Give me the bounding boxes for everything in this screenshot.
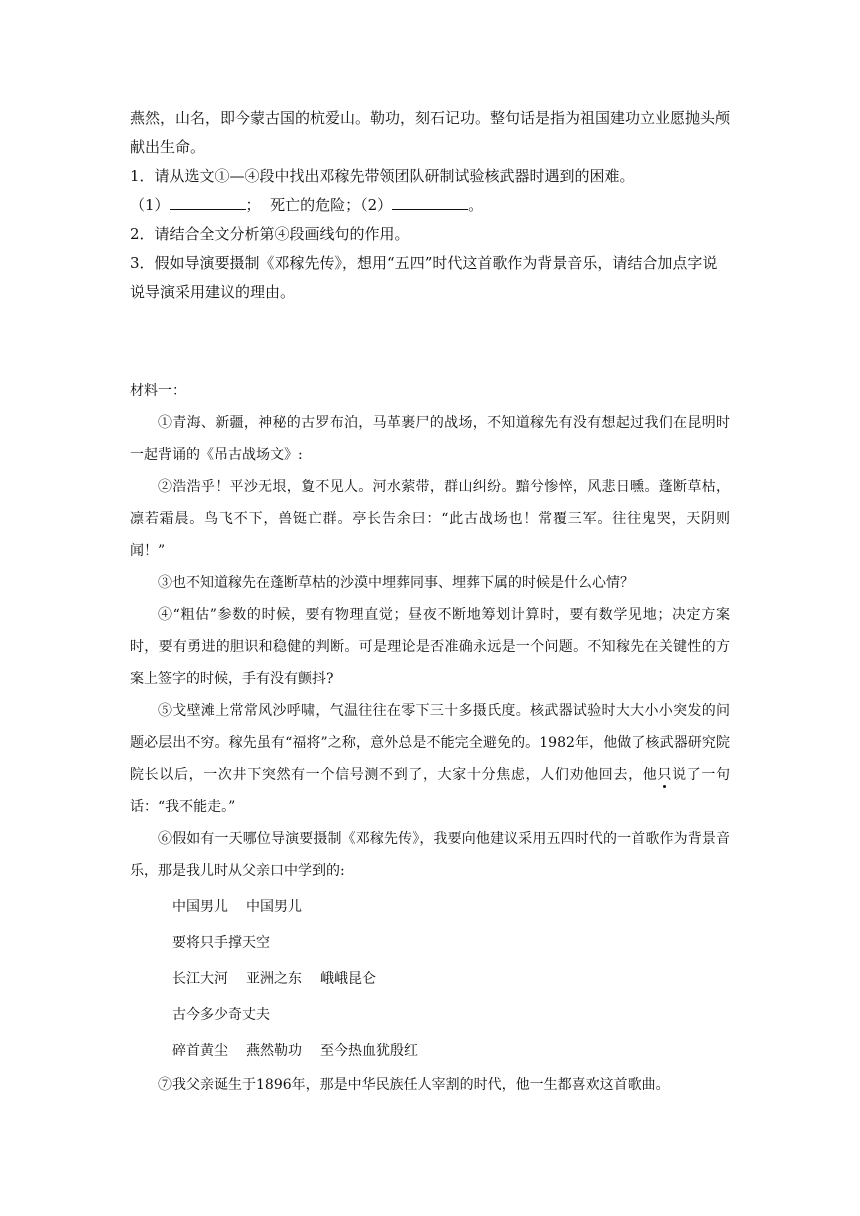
song-lyrics <box>130 889 730 1069</box>
song-seg: 中国男儿 <box>172 899 228 915</box>
paragraph-5 <box>130 695 730 823</box>
song-seg: 中国男儿 <box>246 899 302 915</box>
song-line-4 <box>130 997 730 1033</box>
song-line-3 <box>130 961 730 997</box>
song-seg: 峨峨昆仑 <box>320 971 376 987</box>
answer-blank-1[interactable] <box>170 193 246 210</box>
song-seg: 至今热血犹殷红 <box>320 1043 418 1059</box>
question-3: 3．假如导演要摄制《邓稼先传》，想用“五四”时代这首歌作为背景音乐，请结合加点字说说导演采用建议的理由。 <box>130 254 718 301</box>
song-seg: 古今多少奇丈夫 <box>172 1007 270 1023</box>
answer-blank-2[interactable] <box>392 193 468 210</box>
song-seg: 长江大河 <box>172 971 228 987</box>
paragraph-1: ①青海、新疆，神秘的古罗布泊，马革裹尸的战场，不知道稼先有没有想起过我们在昆明时一起背诵的《吊古战场文》: <box>130 415 730 463</box>
paragraph-4: ④“粗估”参数的时候，要有物理直觉；昼夜不断地筹划计算时，要有数学见地；决定方案时，要有勇进的胆识和稳健的判断。可是理论是否准确永远是一个问题。不知稼先在关键性的方案上签字的时候，手有没有颤抖? <box>130 607 730 687</box>
paragraph-2: ②浩浩乎！平沙无垠，夐不见人。河水萦带，群山纠纷。黯兮惨悴，风悲日曛。蓬断草枯，凛若霜晨。鸟飞不下，兽铤亡群。亭长告余曰：“此古战场也！常覆三军。往往鬼哭，天阴则闻！” <box>130 479 730 559</box>
song-seg: 要将只手撑天空 <box>172 935 270 951</box>
question-2: 2．请结合全文分析第④段画线句的作用。 <box>130 225 410 243</box>
question-section <box>130 104 730 307</box>
question-1-blanks <box>130 191 730 220</box>
paragraph-7: ⑦我父亲诞生于1896年，那是中华民族任人宰割的时代，他一生都喜欢这首歌曲。 <box>158 1077 670 1093</box>
blank-end: 。 <box>468 196 484 214</box>
song-seg: 燕然勒功 <box>246 1043 302 1059</box>
note-tail: 燕然，山名，即今蒙古国的杭爱山。勒功，刻石记功。整句话是指为祖国建功立业愿抛头颅献出生命。 <box>130 109 731 156</box>
paragraph-6: ⑥假如有一天哪位导演要摄制《邓稼先传》，我要向他建议采用五四时代的一首歌作为背景音乐，那是我儿时从父亲口中学到的: <box>130 831 730 879</box>
song-line-2 <box>130 925 730 961</box>
blank-sep: ； <box>245 196 261 214</box>
material-label: 材料一： <box>130 383 186 399</box>
song-line-5 <box>130 1033 730 1069</box>
material-body <box>130 407 730 1101</box>
paragraph-5-a: ⑤戈壁滩上常常风沙呼啸，气温往往在零下三十多摄氏度。核武器试验时大大小小突发的问题必层出不穷。稼先虽有“福将”之称，意外总是不能完全避免的。1982年，他做了核武器研究院院长以后，一次井下突然有一个信号测不到了，大家十分焦虑，人们劝他回去，他 <box>130 703 730 783</box>
blank-middle-text: 死亡的危险；（2） <box>270 196 393 214</box>
song-seg: 碎首黄尘 <box>172 1043 228 1059</box>
blank-1-label: （1） <box>130 196 170 214</box>
song-seg: 亚洲之东 <box>246 971 302 987</box>
dotted-char: 只 <box>657 767 673 783</box>
song-line-1 <box>130 889 730 925</box>
material-section <box>130 377 730 405</box>
paragraph-3: ③也不知道稼先在蓬断草枯的沙漠中埋葬同事、埋葬下属的时候是什么心情？ <box>158 575 634 591</box>
question-1: 1．请从选文①—④段中找出邓稼先带领团队研制试验核武器时遇到的困难。 <box>130 167 635 185</box>
paragraph-5-b: 说了一句话：“我不能走。” <box>130 767 731 815</box>
